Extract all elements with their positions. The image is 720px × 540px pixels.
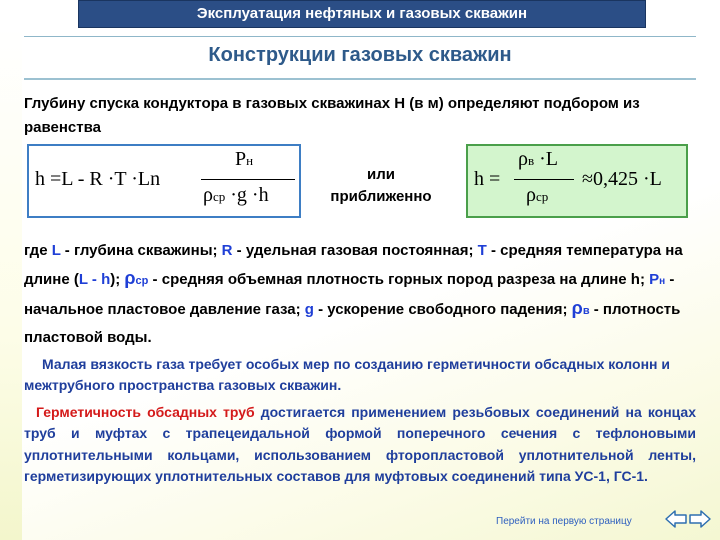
title-divider	[24, 78, 696, 80]
intro-text: Глубину спуска кондуктора в газовых скважинах Н (в м) определяют подбором из равенства	[24, 95, 640, 136]
var-R: R	[221, 242, 233, 259]
formula1-den-rest: ·g ·h	[230, 184, 269, 206]
variable-descriptions	[24, 238, 696, 351]
var-L: L	[51, 242, 61, 259]
var-g: g	[304, 301, 314, 318]
first-page-link[interactable]: Перейти на первую страницу	[496, 516, 632, 527]
header-bar	[78, 0, 646, 28]
desc-text: - плотность пластовой воды.	[24, 301, 681, 346]
var-L-minus-h: L - h	[78, 270, 111, 288]
desc-text: - средняя температура на длине (	[24, 242, 683, 288]
formula1-denominator	[203, 184, 269, 207]
desc-text: );	[110, 270, 125, 288]
formula1-fraction-bar	[201, 179, 295, 180]
formula2-denominator	[526, 184, 548, 207]
desc-text: где	[24, 242, 52, 259]
formula2-lhs: h =	[474, 168, 501, 190]
var-rho-cp: ρ	[124, 267, 136, 288]
formula2-rhs: ≈0,425 ·L	[582, 168, 662, 190]
formula-box-approx	[466, 144, 688, 218]
left-gradient-strip	[0, 28, 22, 540]
note-casing-tightness	[24, 402, 696, 487]
desc-text: - удельная газовая постоянная;	[232, 242, 478, 259]
note2-body: достигается применением резьбовых соединений на концах труб и муфтах с трапецеидальной формой поперечного сечения с тефлоновыми уплотнительными кольцами, использованием фторопластовой уплотнительной ленты, герметизирующих уплотнительных составов для муфтовых соединений типа УС-1, ГС-1.	[24, 404, 697, 484]
formula1-den-rho: ρ	[203, 184, 213, 206]
formula2-den-rho: ρ	[526, 184, 536, 206]
arrow-left-outline-icon[interactable]	[664, 508, 688, 530]
note-gas-viscosity: Малая вязкость газа требует особых мер по созданию герметичности обсадных колонн и межтрубного пространства газовых скважин.	[24, 356, 670, 393]
formula1-numerator	[235, 148, 253, 171]
formula2-num-rho: ρ	[518, 148, 528, 170]
or-label	[306, 164, 456, 208]
desc-text: - глубина скважины;	[60, 242, 222, 259]
formula1-num-sub: н	[246, 153, 254, 168]
var-rho-cp-sub: ср	[135, 274, 149, 287]
desc-text: - ускорение свободного падения;	[313, 301, 572, 318]
formula2-num-sub: в	[527, 153, 535, 168]
formula2-numerator	[518, 148, 558, 171]
formula1-den-sub: ср	[212, 189, 226, 204]
or-line1: или	[367, 166, 395, 183]
desc-text: - начальное пластовое давление газа;	[24, 270, 675, 318]
slide-title: Конструкции газовых скважин	[208, 44, 512, 66]
note2-highlight: Герметичность обсадных труб	[36, 404, 255, 420]
arrow-right-outline-icon[interactable]	[688, 508, 712, 530]
var-T: T	[477, 242, 487, 259]
desc-text: - средняя объемная плотность горных пород разреза на длине h;	[148, 270, 650, 288]
formula1-num-symbol: P	[235, 148, 247, 170]
header-title: Эксплуатация нефтяных и газовых скважин	[196, 5, 528, 22]
formula2-num-rest: ·L	[539, 148, 559, 170]
top-divider	[24, 36, 696, 37]
formula2-den-sub: ср	[535, 189, 549, 204]
formula-box-exact	[27, 144, 301, 218]
or-line2: приближенно	[330, 188, 432, 205]
var-rho-v: ρ	[571, 298, 583, 318]
var-Pn-sub: н	[659, 275, 666, 287]
var-Pn: P	[649, 270, 660, 288]
formula1-lhs: h =L - R ·T ·Ln	[35, 168, 161, 190]
formula2-fraction-bar	[514, 179, 574, 180]
var-rho-v-sub: в	[582, 305, 590, 317]
